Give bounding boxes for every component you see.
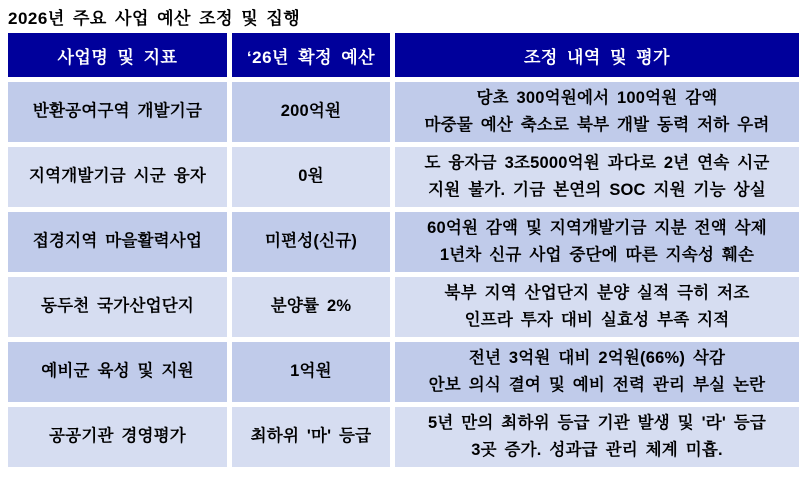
evaluation-cell — [395, 342, 799, 402]
evaluation-cell — [395, 147, 799, 207]
table-row — [8, 342, 799, 402]
table-row — [8, 147, 799, 207]
project-name-cell: 지역개발기금 시군 융자 — [8, 147, 227, 207]
table-row — [8, 407, 799, 467]
evaluation-line-2: 지원 불가. 기금 본연의 SOC 지원 기능 상실 — [428, 181, 766, 199]
table-row — [8, 82, 799, 142]
evaluation-line-1: 도 융자금 3조5000억원 과다로 2년 연속 시군 — [424, 153, 770, 172]
header-cell-project: 사업명 및 지표 — [8, 33, 227, 77]
evaluation-line-1: 전년 3억원 대비 2억원(66%) 삭감 — [468, 348, 726, 367]
evaluation-cell — [395, 212, 799, 272]
evaluation-line-1: 5년 만의 최하위 등급 기관 발생 및 '라' 등급 — [427, 413, 767, 432]
project-name-cell: 예비군 육성 및 지원 — [8, 342, 227, 402]
evaluation-line-1: 60억원 감액 및 지역개발기금 지분 전액 삭제 — [427, 218, 767, 237]
budget-cell: 최하위 '마' 등급 — [232, 407, 390, 467]
budget-table — [3, 28, 804, 472]
evaluation-line-2: 안보 의식 결여 및 예비 전력 관리 부실 논란 — [428, 376, 766, 394]
budget-cell: 0원 — [232, 147, 390, 207]
evaluation-line-2: 인프라 투자 대비 실효성 부족 지적 — [464, 311, 730, 329]
table-row — [8, 277, 799, 337]
evaluation-line-1: 북부 지역 산업단지 분양 실적 극히 저조 — [444, 283, 750, 302]
project-name-cell: 공공기관 경영평가 — [8, 407, 227, 467]
evaluation-line-1: 당초 300억원에서 100억원 감액 — [476, 88, 718, 107]
table-header — [8, 33, 799, 77]
evaluation-cell — [395, 407, 799, 467]
evaluation-cell — [395, 277, 799, 337]
page-title: 2026년 주요 사업 예산 조정 및 집행 — [8, 9, 301, 28]
budget-cell: 200억원 — [232, 82, 390, 142]
evaluation-cell — [395, 82, 799, 142]
evaluation-line-2: 마중물 예산 축소로 북부 개발 동력 저하 우려 — [424, 116, 770, 134]
table-row — [8, 212, 799, 272]
header-cell-evaluation: 조정 내역 및 평가 — [395, 33, 799, 77]
budget-cell: 미편성(신규) — [232, 212, 390, 272]
project-name-cell: 반환공여구역 개발기금 — [8, 82, 227, 142]
evaluation-line-2: 1년차 신규 사업 중단에 따른 지속성 훼손 — [439, 246, 755, 264]
header-row — [8, 33, 799, 77]
budget-cell: 분양률 2% — [232, 277, 390, 337]
project-name-cell: 접경지역 마을활력사업 — [8, 212, 227, 272]
project-name-cell: 동두천 국가산업단지 — [8, 277, 227, 337]
header-cell-budget: ‘26년 확정 예산 — [232, 33, 390, 77]
budget-cell: 1억원 — [232, 342, 390, 402]
evaluation-line-2: 3곳 증가. 성과급 관리 체계 미흡. — [471, 441, 723, 459]
table-body — [8, 82, 799, 467]
